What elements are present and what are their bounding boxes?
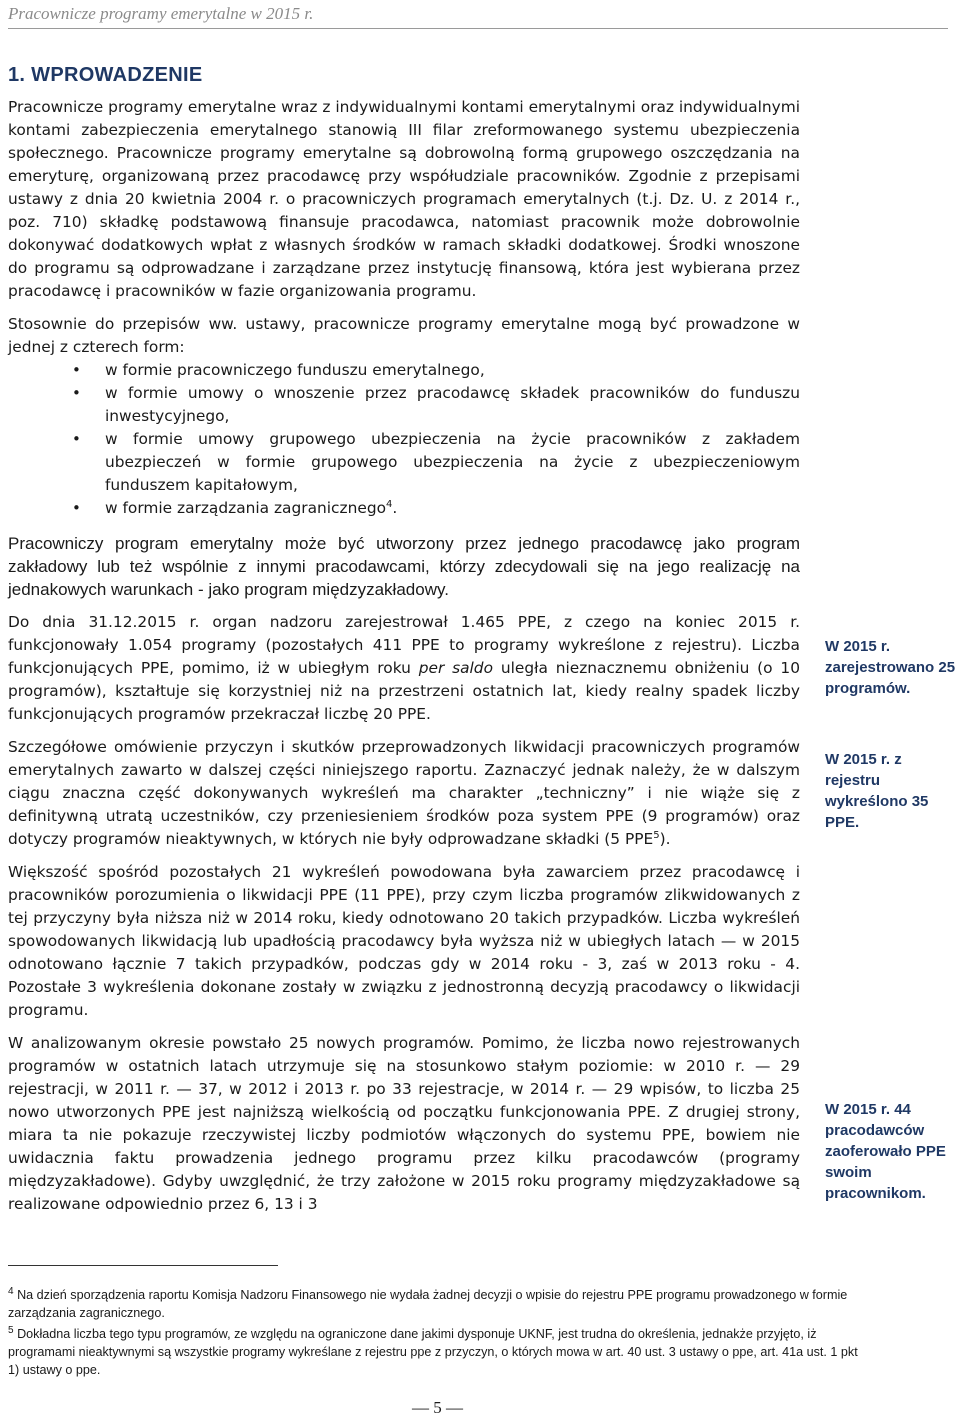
paragraph-liquidations: Większość spośród pozostałych 21 wykreśleń powodowana była zawarciem przez pracodawcę i pracowników porozumienia o likwidacji PPE (11 PPE), przy czym liczba programów zlikwidowanych z tej przyczyny była niższa niż w 2014 roku, kiedy odnotowano 20 takich przypadków. Liczba wykreśleń spowodowanych likwidacją lub upadłością pracodawcy była wyższa niż w ubiegłych latach — w 2015 odnotowano łącznie 7 takich przypadków, podczas gdy w 2014 roku - 3, zaś w 2013 roku - 4. Pozostałe 3 wykreślenia dokonane zostały w związku z jednostronną decyzją pracodawcy o likwidacji programu. — [8, 863, 800, 1019]
list-item: • w formie zarządzania zagranicznego$^4$. — [8, 497, 800, 520]
sidebar-note-employers: W 2015 r. 44 pracodawców zaoferowało PPE swoim pracownikom. — [825, 1101, 946, 1202]
page-header — [8, 2, 948, 29]
paragraph-new-programs: W analizowanym okresie powstało 25 nowych programów. Pomimo, że liczba nowo rejestrowanych programów w ostatnich latach utrzymuje się na stosunkowo stałym poziomie: w 2010 r. — 29 rejestracji, w 2011 r. — 37, w 2012 i 2013 r. po 33 rejestracje, w 2014 r. — 29 wpisów, to liczba 25 nowo utworzonych PPE jest najniższą wielkością od początku funkcjonowania PPE. Z drugiej strony, miara ta nie pokazuje rzeczywistej liczby podmiotów włączonych do systemu PPE, bowiem nie uwidacznia faktu prowadzenia jednego programu przez kilku pracodawców (programy międzyzakładowe). Gdyby uwzględnić, że trzy założone w 2015 roku programy międzyzakładowe są realizowane odpowiednio przez 6, 13 i 3 — [8, 1034, 800, 1213]
paragraph-program-types: Pracowniczy program emerytalny może być utworzony przez jednego pracodawcę jako program zakładowy lub też wspólnie z innymi pracodawcami, którzy zdecydowali się na jego realizację na jednakowych warunkach - jako program międzyzakładowy. — [8, 534, 800, 599]
bullet-icon: • — [72, 499, 81, 517]
paragraph-forms-intro: Stosownie do przepisów ww. ustawy, pracownicze programy emerytalne mogą być prowadzone w jednej z czterech form: — [8, 315, 800, 356]
footnotes — [8, 1286, 868, 1382]
sidebar-note-deleted: W 2015 r. z rejestru wykreślono 35 PPE. — [825, 751, 929, 831]
sidebar-note-registered: W 2015 r. zarejestrowano 25 programów. — [825, 638, 956, 697]
list-item: • w formie umowy o wnoszenie przez pracodawcę składek pracowników do funduszu inwestycyjnego, — [72, 384, 800, 425]
bullet-icon: • — [72, 384, 81, 402]
page-number: — 5 — — [412, 1398, 463, 1417]
list-item: • w formie umowy grupowego ubezpieczenia na życie pracowników z zakładem ubezpieczeń w formie grupowego ubezpieczenia na życie z ubezpieczeniowym funduszem kapitałowym, — [72, 430, 800, 494]
bullet-icon: • — [72, 430, 81, 448]
main-text — [8, 96, 800, 1226]
paragraph-intro: Pracownicze programy emerytalne wraz z indywidualnymi kontami emerytalnymi oraz indywidualnymi kontami zabezpieczenia emerytalnego stanowią III filar zreformowanego systemu ubezpieczenia społecznego. Pracownicze programy emerytalne są dobrowolną formą grupowego oszczędzania na emeryturę, organizowaną przez pracodawcę przy współudziale pracowników. Zgodnie z przepisami ustawy z dnia 20 kwietnia 2004 r. o pracowniczych programach emerytalnych (t.j. Dz. U. z 2014 r., poz. 710) składkę podstawową finansuje pracodawca, natomiast pracownik może dobrowolnie dokonywać dodatkowych wpłat z własnych środków w ramach składki dodatkowej. Środki wnoszone do programu są odprowadzane i zarządzane przez instytucję finansową, która jest wybierana przez pracodawcę i pracowników w fazie organizowania programu. — [8, 98, 800, 300]
forms-list — [8, 359, 800, 520]
list-item: • w formie pracowniczego funduszu emerytalnego, — [8, 359, 800, 382]
paragraph-registry: Do dnia 31.12.2015 r. organ nadzoru zarejestrował 1.465 PPE, z czego na koniec 2015 r. funkcjonowały 1.054 programy (pozostałych 411 PPE to programy wykreślone z rejestru). Liczba funkcjonujących PPE, pomimo, iż w ubiegłym roku per saldo uległa nieznacznemu obniżeniu (o 10 programów), kształtuje się korzystniej niż na przestrzeni ostatnich lat, kiedy realny spadek liczby funkcjonujących programów przekraczał liczbę 20 PPE. — [8, 613, 800, 723]
header-title: Pracownicze programy emerytalne w 2015 r. — [8, 4, 314, 23]
section-heading: 1. WPROWADZENIE — [8, 64, 203, 86]
footnote-divider — [8, 1265, 278, 1266]
footnote-5: $^5$ Dokładna liczba tego typu programów, ze względu na ograniczone dane jakimi dysponuje UKNF, jest trudna do określenia, jednakże przyjęto, iż programami nieaktywnymi są wszystkie programy wykreślane z rejestru ppe z przyczyn, o których mowa w art. 40 ust. 3 ustawy o ppe, art. 41a ust. 1 pkt 1) ustawy o ppe. — [8, 1324, 858, 1377]
footnote-ref: 5 — [653, 829, 660, 841]
bullet-icon: • — [72, 361, 81, 379]
footnote-ref: 4 — [386, 498, 393, 510]
paragraph-deletions: Szczegółowe omówienie przyczyn i skutków przeprowadzonych likwidacji pracowniczych programów emerytalnych zawarto w dalszej części niniejszego raportu. Zaznaczyć jednak należy, że w dalszym ciągu znaczna część dokonywanych wykreśleń ma charakter „techniczny” i nie wiąże się z definitywną utratą uczestników, czy przeniesieniem środków poza system PPE (9 programów) oraz dotyczy programów nieaktywnych, w których nie były odprowadzane składki (5 PPE$^5$). — [8, 738, 800, 848]
footnote-4: $^4$ Na dzień sporządzenia raportu Komisja Nadzoru Finansowego nie wydała żadnej decyzji o wpisie do rejestru PPE programu prowadzonego w formie zarządzania zagranicznego. — [8, 1285, 848, 1320]
